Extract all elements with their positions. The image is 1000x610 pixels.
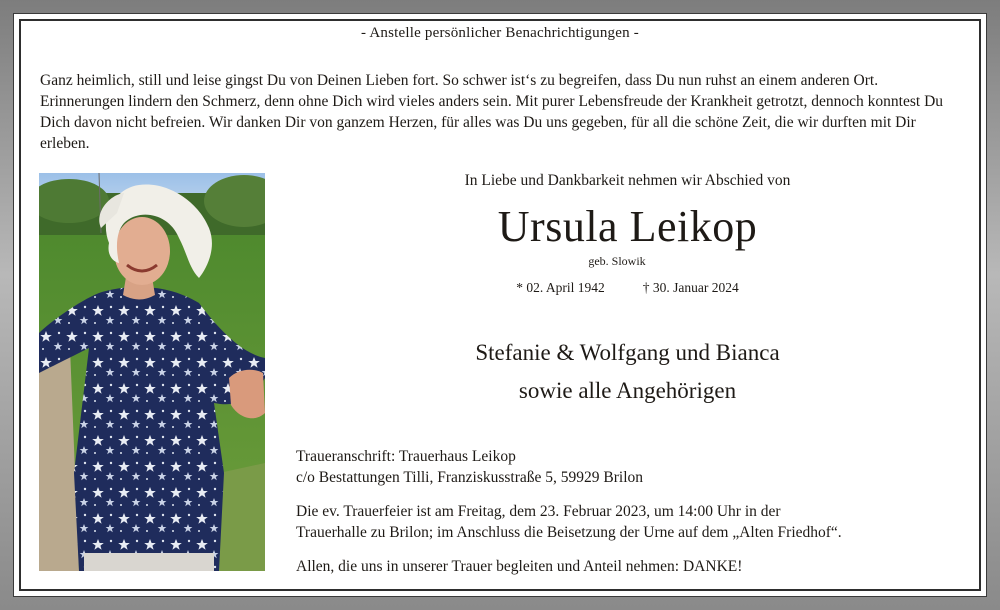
closing-thanks: Allen, die uns in unserer Trauer begleiten und Anteil nehmen: DANKE! — [296, 558, 743, 575]
maiden-name: geb. Slowik — [588, 254, 646, 268]
deceased-name: Ursula Leikop — [497, 202, 758, 251]
address-line-2: c/o Bestattungen Tilli, Franziskusstraße 5, 59929 Brilon — [296, 469, 644, 486]
ceremony-line-2: Trauerhalle zu Brilon; im Anschluss die Beisetzung der Urne auf dem „Alten Friedhof“. — [296, 524, 842, 541]
birth-date: * 02. April 1942 — [516, 280, 605, 295]
funeral-details — [296, 501, 976, 543]
mourners-relatives: sowie alle Angehörigen — [518, 378, 737, 403]
memorial-poem: Ganz heimlich, still und leise gingst Du von Deinen Lieben fort. So schwer ist‘s zu begreifen, dass Du nun ruhst an einem anderen Ort. Erinnerungen lindern den Schmerz, denn ohne Dich wird vieles anders sein. Mit purer Lebensfreude der Krankheit getrotzt, dennoch konntest Du Dich davon nicht befreien. Wir danken Dir von ganzem Herzen, für alles was Du uns gegeben, für all die schöne Zeit, die wir durften mit Dir erleben. — [40, 72, 944, 152]
portrait-photo — [39, 173, 265, 571]
life-dates — [275, 280, 980, 296]
notice-header: - Anstelle persönlicher Benachrichtigungen - — [361, 25, 639, 41]
ceremony-line-1: Die ev. Trauerfeier ist am Freitag, dem 23. Februar 2023, um 14:00 Uhr in der — [296, 503, 781, 520]
address-line-1: Traueranschrift: Trauerhaus Leikop — [296, 448, 516, 465]
mourners-names: Stefanie & Wolfgang und Bianca — [475, 340, 780, 365]
farewell-intro: In Liebe und Dankbarkeit nehmen wir Abschied von — [464, 172, 791, 189]
mourning-address — [296, 446, 976, 488]
death-date: † 30. Januar 2024 — [642, 280, 739, 295]
